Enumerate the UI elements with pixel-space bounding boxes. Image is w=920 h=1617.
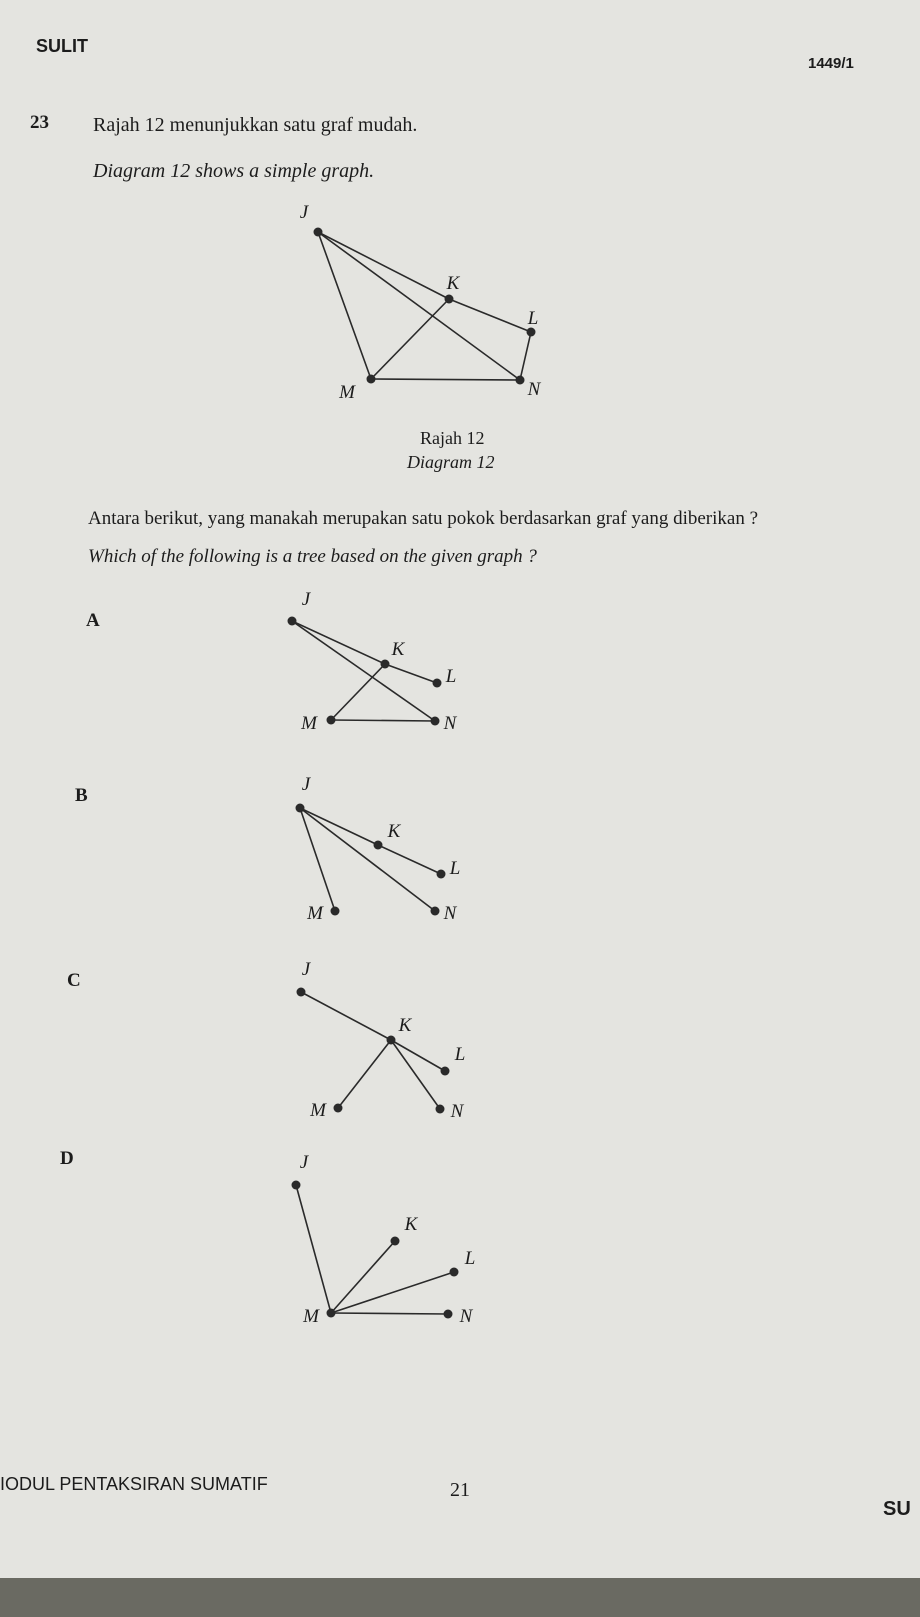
footer-module-title: IODUL PENTAKSIRAN SUMATIF [0,1474,268,1494]
option-d-edge-jm [296,1185,331,1313]
option-c-vertex-label-l: L [454,1044,466,1065]
option-d-vertex-k [391,1237,400,1246]
option-d-vertex-label-k: K [404,1214,418,1235]
option-a-vertex-label-j: J [301,589,311,610]
option-b-vertex-label-k: K [387,821,401,842]
question-number: 23 [30,112,49,133]
main-vertex-label-j: J [299,202,309,223]
option-a-vertex-label-k: K [391,639,405,660]
prompt-text-english: Which of the following is a tree based on the given graph ? [88,546,537,567]
option-b-vertex-label-m: M [307,903,323,924]
option-b-vertex-label-j: J [301,774,311,795]
option-c-vertex-label-j: J [301,959,311,980]
option-d-vertex-j [292,1181,301,1190]
option-c-label[interactable]: C [67,970,81,991]
option-a-vertex-label-m: M [301,713,317,734]
option-a-vertex-label-n: N [443,713,457,734]
main-vertex-label-m: M [339,382,355,403]
option-d-vertex-l [450,1268,459,1277]
footer-sulit-label: SU [883,1498,911,1520]
option-d-edge-mn [331,1313,448,1314]
bottom-edge-strip [0,1578,920,1617]
option-d-vertex-label-n: N [459,1306,473,1327]
diagram-caption-english: Diagram 12 [407,452,495,472]
option-b-vertex-label-n: N [443,903,457,924]
option-d-vertex-n [444,1310,453,1319]
option-d-vertex-label-m: M [303,1306,319,1327]
diagram-caption-malay: Rajah 12 [420,428,485,448]
question-text-english: Diagram 12 shows a simple graph. [93,160,375,182]
option-d-vertex-m [327,1309,336,1318]
footer-page-number: 21 [450,1479,470,1501]
question-text-malay: Rajah 12 menunjukkan satu graf mudah. [93,114,418,136]
main-vertex-label-k: K [446,273,460,294]
option-d-vertex-label-j: J [299,1152,309,1173]
header-paper-code: 1449/1 [808,55,854,72]
header-sulit-label: SULIT [36,36,88,56]
option-c-vertex-label-k: K [398,1015,412,1036]
main-vertex-label-l: L [527,308,539,329]
option-b-vertex-label-l: L [449,858,461,879]
option-a-vertex-label-l: L [445,666,457,687]
main-vertex-label-n: N [527,379,541,400]
option-d-vertex-label-l: L [464,1248,476,1269]
option-c-vertex-label-n: N [450,1101,464,1122]
option-a-label[interactable]: A [86,610,100,631]
option-b-label[interactable]: B [75,785,88,806]
option-c-vertex-label-m: M [310,1100,326,1121]
prompt-text-malay: Antara berikut, yang manakah merupakan satu pokok berdasarkan graf yang diberikan ? [88,508,759,529]
option-d-label[interactable]: D [60,1148,74,1169]
